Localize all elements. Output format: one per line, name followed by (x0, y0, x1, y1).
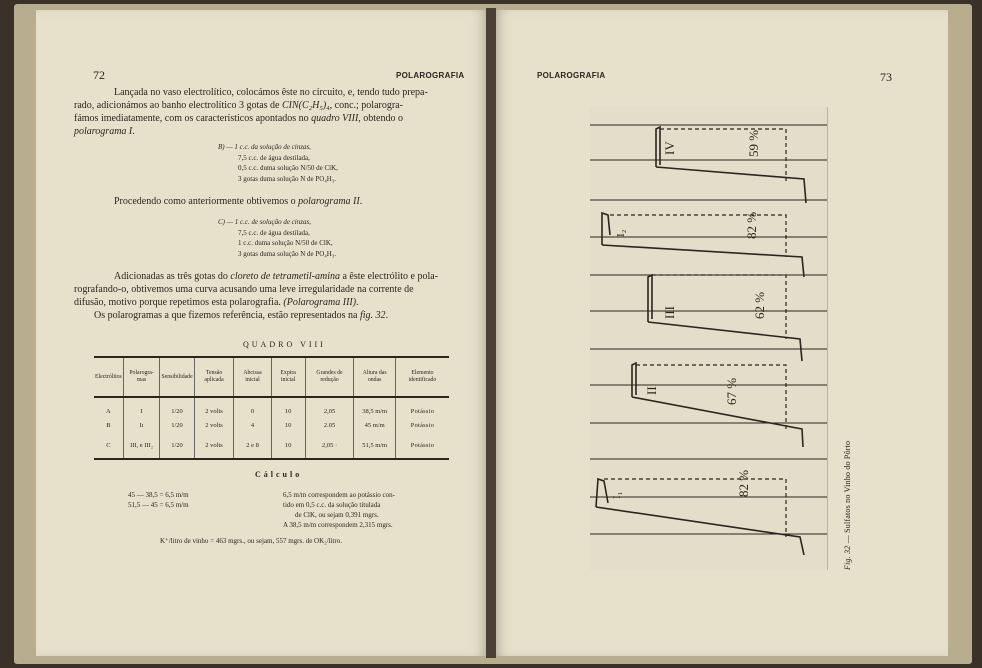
table-cell: 1/20 (160, 432, 194, 459)
curve-i2-base (602, 245, 804, 277)
table-header: Abcissa inicial (234, 357, 271, 397)
curve-iii (648, 275, 652, 322)
table-row (94, 397, 449, 418)
table-cell: 1/20 (160, 397, 194, 418)
table-cell: B (106, 421, 111, 429)
table-header: Grandes de redução (305, 357, 354, 397)
results-table (94, 356, 449, 460)
paragraph-2: Procedendo como anteriormente obtivemos o polarograma II. (114, 196, 363, 207)
label-i1: I₁ (611, 491, 623, 499)
curve-i1 (596, 479, 608, 507)
percent-labels (724, 130, 767, 497)
table-cell: 2,05 · (305, 432, 354, 459)
percent-i1: 82 % (736, 469, 751, 497)
curve-ii-base (632, 397, 803, 447)
table-cell: 51,5 m/m (354, 432, 396, 459)
dash-i1 (604, 479, 786, 537)
table-cell: 1/20 (160, 418, 194, 432)
caption-number: Fig. 32 (843, 545, 852, 570)
label-i2: I₂ (615, 229, 627, 237)
table-cell: III, e III₂ (123, 432, 160, 459)
dashed-lines (604, 129, 786, 537)
curve-i2 (602, 213, 610, 245)
roman-labels (611, 141, 677, 499)
table-cell: 0 (234, 397, 271, 418)
curve-i1-base (596, 507, 804, 555)
table-title: QUADRO VIII (243, 340, 326, 349)
table-cell: Potássio (395, 418, 449, 432)
table-header: Polarogra-mas (123, 357, 160, 397)
table-header: Sensibilidade (160, 357, 194, 397)
table-cell: 4 (234, 418, 271, 432)
calc-title: Cálculo (255, 470, 303, 479)
table-cell: 10 (271, 418, 305, 432)
intro-paragraph: Lançada no vaso electrolítico, colocámos êste no circuito, e, tendo tudo prepa- rado, adicionámos ao banho electrolítico 3 gotas de CIN(C₂H₅)₄, conc.; polarogra- fámos imediatamente, com os característicos apontados no quadro VIII, obtendo o polarograma I. (74, 87, 428, 137)
polarogram-figure (590, 107, 828, 570)
table-cell: C (94, 432, 123, 459)
table-cell: 10 (271, 397, 305, 418)
book-gutter (486, 8, 496, 658)
label-iv: IV (662, 141, 677, 155)
table-header: Electrólitos (94, 357, 123, 397)
table-cell: Potássio (395, 397, 449, 418)
table-cell: 2.05 (305, 418, 354, 432)
table-header: Expira inicial (271, 357, 305, 397)
running-head-left: POLAROGRAFIA (396, 71, 465, 80)
table-cell: 45 m/m (354, 418, 396, 432)
table-cell: 2,05 (305, 397, 354, 418)
table-cell: I (123, 397, 160, 418)
table-header-row (94, 357, 449, 397)
curve-iii-base (648, 322, 802, 361)
table-cell: A (106, 407, 111, 415)
table-cell: 2 volts (194, 432, 234, 459)
dash-ii (636, 365, 786, 429)
label-iii: III (662, 306, 677, 319)
calc-final: K⁺/litro de vinho = 463 mgrs., ou sejam, 557 mgrs. de OK₂/litro. (160, 537, 342, 545)
curve-iv (656, 127, 660, 167)
table-cell: 2 volts (194, 418, 234, 432)
caption-text: — Sulfatos no Vinho do Pôrto (843, 440, 852, 546)
figure-caption (843, 441, 852, 570)
percent-iv: 59 % (746, 129, 761, 157)
running-head-right: POLAROGRAFIA (537, 71, 606, 80)
calc-left: 45 — 38,5 = 6,5 m/m 51,5 — 45 = 6,5 m/m (128, 491, 189, 509)
table-cell: 2 volts (194, 397, 234, 418)
table-cell: 10 (271, 432, 305, 459)
polarogram-svg (590, 107, 827, 570)
percent-ii: 67 % (724, 377, 739, 405)
percent-iii: 62 % (752, 291, 767, 319)
table-header: Elemento identificado (395, 357, 449, 397)
table-row (94, 418, 449, 432)
solution-b-list: B) — 1 c.c. da solução de cinzas, 7,5 c.c. de água destilada, 0,5 c.c. duma solução N/50 de ClK, 3 gotas duma solução N de PO₄H₃. (218, 143, 338, 183)
label-ii: II (644, 386, 659, 395)
solution-c-list: C) — 1 c.c. de solução de cinzas, 7,5 c.c. de água destilada, 1 c.c. duma solução N/50 de ClK, 3 gotas duma solução N de PO₄H₃. (218, 218, 337, 258)
page-number-left: 72 (93, 68, 105, 82)
table-cell: Iı (123, 418, 160, 432)
table-row (94, 432, 449, 459)
curves (596, 127, 806, 555)
table-cell: 2 e 8 (234, 432, 271, 459)
percent-i2: 82 % (744, 211, 759, 239)
table-cell: 38,5 m/m (354, 397, 396, 418)
table-header: Altura das ondas (354, 357, 396, 397)
page-number-right: 73 (880, 70, 892, 84)
curve-iv-base (656, 167, 806, 203)
table-cell: Potássio (395, 432, 449, 459)
curve-ii (632, 363, 636, 397)
calc-right: 6,5 m/m correspondem ao potássio con- tido em 0,5 c.c. da solução titulada de ClK, ou sejam 0,391 mgrs. A 38,5 m/m correspondem 2,315 mgrs. (283, 491, 395, 529)
paragraph-3: Adicionadas as três gotas do cloreto de tetrametil-amina a êste electrólito e pola- rografando-o, obtivemos uma curva acusando uma leve irregularidade na corrente de difusão, motivo porque repetimos esta polarografia. (Polarograma III). Os polarogramas a que fizemos referência, estão representados na fig. 32. (74, 271, 438, 321)
table-header: Tensão aplicada (194, 357, 234, 397)
